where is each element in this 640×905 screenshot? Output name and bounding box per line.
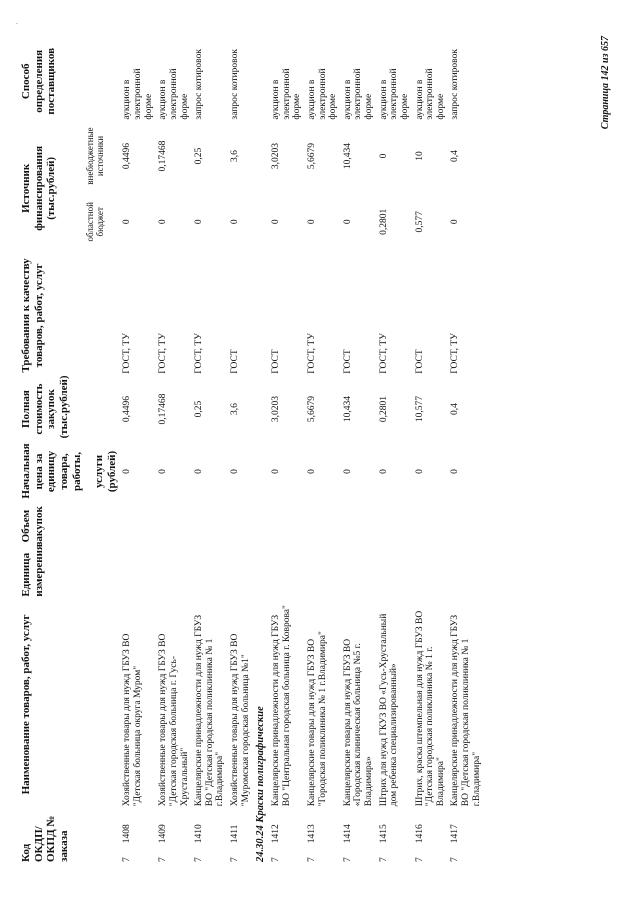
row-unit — [413, 551, 449, 600]
row-method: аукцион в электронной форме — [158, 68, 190, 120]
fin-extrabudget-header: внебюджетные источники — [84, 127, 105, 185]
row-price: 0 — [122, 469, 133, 474]
table-row — [341, 40, 377, 865]
row-price: 0 — [414, 469, 425, 474]
section-title: 24.30.24 Краски полиграфические — [255, 706, 267, 862]
row-fin-regional: 0 — [158, 219, 169, 225]
row-full-cost: 0,4 — [450, 403, 461, 415]
row-order-number: 1416 — [414, 824, 425, 844]
table-row — [269, 40, 305, 865]
col-full-cost-header: Полная стоимость закупок (тыс.рублей) — [20, 375, 70, 439]
price-header-top: Начальная цена за единицу товара, работы, — [20, 443, 83, 499]
row-method: аукцион в электронной форме — [306, 68, 339, 120]
row-code-cell — [305, 809, 341, 865]
fin-regional-header: областной бюджет — [84, 202, 105, 242]
row-code: 7 — [342, 857, 353, 862]
col-code-header: Код ОКДП/ ОКПД № заказа — [20, 815, 70, 862]
col-price-header — [18, 441, 120, 501]
row-method: аукцион в электронной форме — [414, 68, 446, 120]
price-header-bottom: услуги (рублей) — [93, 450, 118, 493]
row-code-cell — [192, 809, 228, 865]
row-volume — [413, 502, 449, 551]
row-requirements: ГОСТ — [414, 349, 425, 374]
col-unit-header: Единица измерения — [20, 544, 45, 597]
row-volume — [377, 502, 413, 551]
section-row — [253, 40, 269, 865]
row-fin-extrabudget: 0,17468 — [158, 140, 169, 172]
row-fin-extrabudget: 0,4496 — [122, 142, 133, 170]
row-fin-regional: 0,2801 — [378, 208, 389, 235]
row-price: 0 — [158, 469, 169, 474]
table-row — [448, 40, 484, 865]
row-name: Хозяйственные товары для нужд ГБУЗ ВО "Детская городская больница г. Гусь-Хрустальный" — [158, 633, 190, 807]
row-code-cell — [228, 809, 253, 865]
row-full-cost: 0,2801 — [378, 396, 389, 423]
row-fin-extrabudget: 5,6679 — [306, 142, 317, 170]
row-unit — [377, 551, 413, 600]
table-row — [228, 40, 253, 865]
row-fin-extrabudget: 10,434 — [342, 142, 353, 170]
row-price: 0 — [378, 469, 389, 474]
row-method: запрос котировок — [450, 49, 461, 120]
row-fin-regional: 0,577 — [414, 211, 425, 233]
row-full-cost: 3,0203 — [271, 396, 282, 423]
row-volume — [305, 502, 341, 551]
table-body — [120, 40, 484, 865]
row-code: 7 — [271, 857, 282, 862]
row-fin-extrabudget: 3,0203 — [271, 142, 282, 170]
row-full-cost: 3,6 — [230, 403, 241, 415]
col-requirements-header: Требования к качеству товаров, работ, услуг — [20, 258, 45, 373]
row-full-cost: 5,6679 — [306, 396, 317, 423]
row-price: 0 — [230, 469, 241, 474]
row-volume — [192, 502, 228, 551]
row-unit — [120, 551, 156, 600]
row-method: запрос котировок — [230, 49, 241, 120]
row-code-cell — [156, 809, 192, 865]
row-volume — [448, 502, 484, 551]
row-order-number: 1415 — [378, 824, 389, 844]
row-name: Штрих, краска штемпельная для нужд ГБУЗ ВО "Детская городская поликлиника № 1 г. Владимира" — [414, 610, 446, 807]
row-fin-regional: 0 — [194, 219, 205, 225]
row-name: Штрих для нужд ГКУЗ ВО «Гусь-Хрустальный дом ребенка специализированный» — [378, 613, 400, 807]
row-requirements: ГОСТ — [342, 349, 353, 374]
row-full-cost: 0,17468 — [158, 393, 169, 425]
row-name: Хозяйственные товары для нужд ГБУЗ ВО "Детская больница округа Муром" — [122, 633, 144, 807]
row-code-cell — [413, 809, 449, 865]
row-order-number: 1413 — [306, 824, 317, 844]
row-order-number: 1409 — [158, 824, 169, 844]
table-row — [192, 40, 228, 865]
row-price: 0 — [450, 469, 461, 474]
row-code-cell — [341, 809, 377, 865]
row-requirements: ГОСТ, ТУ — [158, 333, 169, 374]
row-order-number: 1417 — [450, 824, 461, 844]
row-fin-regional: 0 — [271, 219, 282, 225]
row-full-cost: 10,577 — [414, 396, 425, 423]
row-code: 7 — [306, 857, 317, 862]
row-name: Канцелярские товары для нужд ГБУЗ ВО «Городская клиническая больница №5 г. Владимира» — [342, 638, 375, 807]
row-method: аукцион в электронной форме — [378, 68, 410, 120]
row-fin-regional: 0 — [230, 219, 241, 225]
row-fin-extrabudget: 3,6 — [230, 150, 241, 162]
row-code-cell — [377, 809, 413, 865]
row-requirements: ГОСТ, ТУ — [378, 333, 389, 374]
row-code: 7 — [194, 857, 205, 862]
row-volume — [120, 502, 156, 551]
row-unit — [341, 551, 377, 600]
row-code-cell — [120, 809, 156, 865]
row-requirements: ГОСТ — [230, 349, 241, 374]
row-requirements: ГОСТ, ТУ — [306, 333, 317, 374]
row-name: Канцелярские принадлежности для нужд ГБУЗ ВО "Детская городская поликлиника № 1 г.Владимира" — [450, 614, 482, 807]
corner-mark: · — [12, 22, 22, 25]
row-unit — [269, 551, 305, 600]
row-order-number: 1408 — [122, 824, 133, 844]
row-unit — [156, 551, 192, 600]
table-row — [305, 40, 341, 865]
row-name: Канцелярские принадлежности для нужд ГБУЗ ВО "Детская городская поликлиника № 1 г.Владимира" — [194, 614, 226, 807]
row-price: 0 — [194, 469, 205, 474]
col-financing-header: Источник финансирования (тыс.рублей) — [20, 145, 58, 231]
row-full-cost: 10,434 — [342, 396, 353, 423]
page-footer: Страница 142 из 657 — [600, 36, 611, 130]
row-full-cost: 0,4496 — [122, 396, 133, 423]
table-row — [377, 40, 413, 865]
row-method: аукцион в электронной форме — [342, 68, 375, 120]
row-code: 7 — [230, 857, 241, 862]
row-fin-regional: 0 — [122, 219, 133, 225]
table-header — [18, 40, 120, 865]
row-volume — [341, 502, 377, 551]
row-code: 7 — [122, 857, 133, 862]
row-requirements: ГОСТ, ТУ — [450, 333, 461, 374]
table-row — [413, 40, 449, 865]
col-method-header: Способ определения поставщиков — [20, 47, 58, 115]
row-price: 0 — [271, 469, 282, 474]
table-row — [120, 40, 156, 865]
row-volume — [269, 502, 305, 551]
row-fin-extrabudget: 0,4 — [450, 150, 461, 162]
row-volume — [156, 502, 192, 551]
row-order-number: 1411 — [230, 824, 241, 844]
row-code: 7 — [414, 857, 425, 862]
row-code-cell — [448, 809, 484, 865]
row-fin-extrabudget: 0 — [378, 153, 389, 159]
procurement-table — [18, 40, 484, 865]
row-fin-regional: 0 — [306, 219, 317, 225]
table-row — [156, 40, 192, 865]
col-name-header: Наименование товаров, работ, услуг — [20, 614, 32, 795]
row-price: 0 — [342, 469, 353, 474]
row-full-cost: 0,25 — [194, 400, 205, 418]
row-unit — [305, 551, 341, 600]
row-fin-regional: 0 — [450, 219, 461, 225]
row-order-number: 1410 — [194, 824, 205, 844]
row-code-cell — [269, 809, 305, 865]
row-unit — [228, 551, 253, 600]
row-order-number: 1414 — [342, 824, 353, 844]
row-volume — [228, 502, 253, 551]
row-method: запрос котировок — [194, 49, 205, 120]
row-method: аукцион в электронной форме — [271, 68, 303, 120]
row-price: 0 — [306, 469, 317, 474]
row-fin-extrabudget: 0,25 — [194, 147, 205, 165]
row-requirements: ГОСТ — [271, 349, 282, 374]
row-name: Канцелярские товары для нужд ГБУЗ ВО "Городская поликлиника № 1 г.Владимира" — [306, 631, 328, 807]
row-code: 7 — [158, 857, 169, 862]
row-requirements: ГОСТ, ТУ — [194, 333, 205, 374]
row-code: 7 — [378, 857, 389, 862]
col-volume-header: Объем закупок — [20, 506, 45, 546]
row-name: Канцелярские принадлежности для нужд ГБУЗ ВО "Центральная городская больница г. Коврова" — [271, 605, 292, 807]
row-method: аукцион в электронной форме — [122, 68, 154, 120]
row-unit — [192, 551, 228, 600]
row-order-number: 1412 — [271, 824, 282, 844]
row-name: Хозяйственные товары для нужд ГБУЗ ВО "Муромская городская больница №1" — [230, 633, 251, 807]
row-code: 7 — [450, 857, 461, 862]
row-requirements: ГОСТ, ТУ — [122, 333, 133, 374]
row-fin-regional: 0 — [342, 219, 353, 225]
row-fin-extrabudget: 10 — [414, 151, 425, 161]
row-unit — [448, 551, 484, 600]
